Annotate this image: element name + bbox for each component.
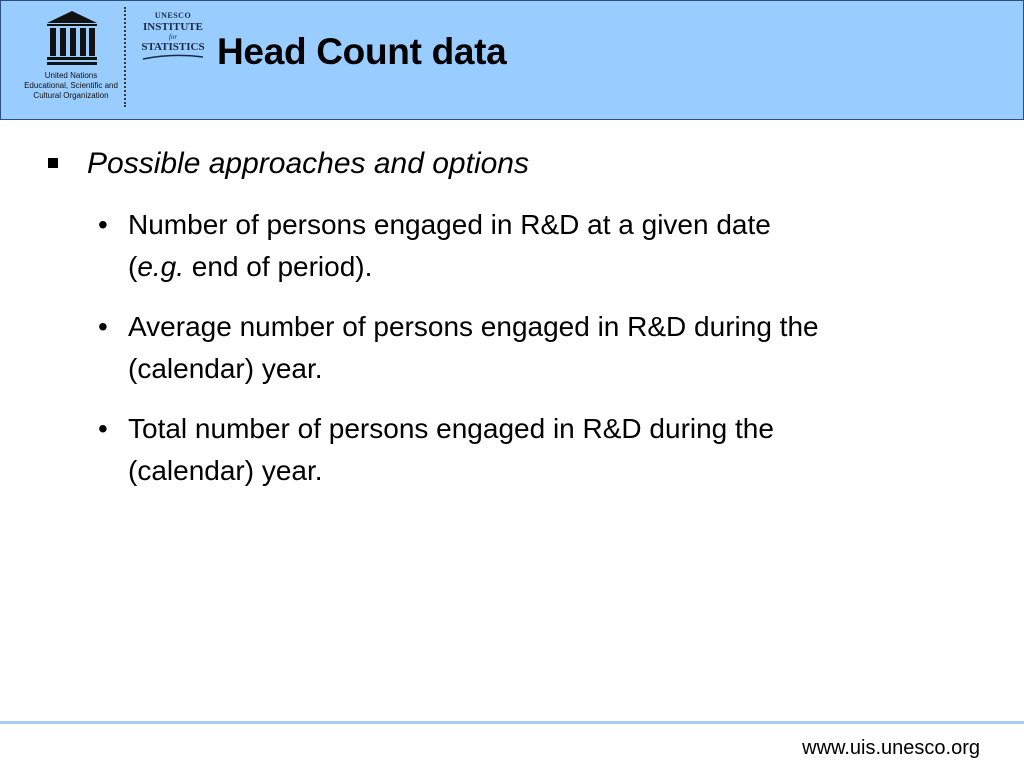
main-bullet-text: Possible approaches and options [87, 147, 529, 180]
sub-bullet-text [128, 306, 988, 390]
uis-unesco-label: UNESCO [154, 11, 192, 20]
sub-bullet-line [128, 246, 988, 288]
sub-bullet-line: (calendar) year. [128, 353, 323, 384]
sub-bullet-line-rest: end of period). [184, 251, 373, 282]
org-name-line: Cultural Organization [33, 91, 109, 100]
org-name-line: United Nations [44, 71, 98, 80]
bullet-dot-icon: • [98, 413, 108, 444]
slide-header [0, 0, 1024, 120]
bullet-dot-icon: • [98, 209, 108, 240]
sub-bullet-line: Total number of persons engaged in R&D during the [128, 413, 774, 444]
uis-institute-label: INSTITUTE [143, 21, 203, 33]
sub-bullet-text [128, 204, 988, 288]
org-name-line: Educational, Scientific and [24, 81, 118, 90]
sub-bullet-line: (calendar) year. [128, 455, 323, 486]
unesco-logo [11, 7, 121, 107]
sub-bullet-line: Average number of persons engaged in R&D during the [128, 311, 819, 342]
square-bullet-icon [48, 158, 58, 168]
uis-swoosh-icon [141, 54, 205, 60]
logo-separator [124, 7, 126, 107]
eg-abbrev: e.g. [137, 251, 185, 282]
uis-logo [137, 11, 209, 60]
unesco-org-name [15, 71, 127, 101]
sub-bullet-text [128, 408, 988, 492]
bullet-dot-icon: • [98, 311, 108, 342]
paren-open: ( [128, 251, 138, 282]
slide-title: Head Count data [217, 31, 507, 72]
footer-url: www.uis.unesco.org [802, 737, 980, 759]
unesco-temple-icon [47, 11, 97, 67]
footer-divider [0, 721, 1024, 724]
sub-bullet-line: Number of persons engaged in R&D at a given date [128, 209, 771, 240]
uis-statistics-label: STATISTICS [141, 41, 205, 53]
uis-for-label: for [168, 33, 178, 41]
